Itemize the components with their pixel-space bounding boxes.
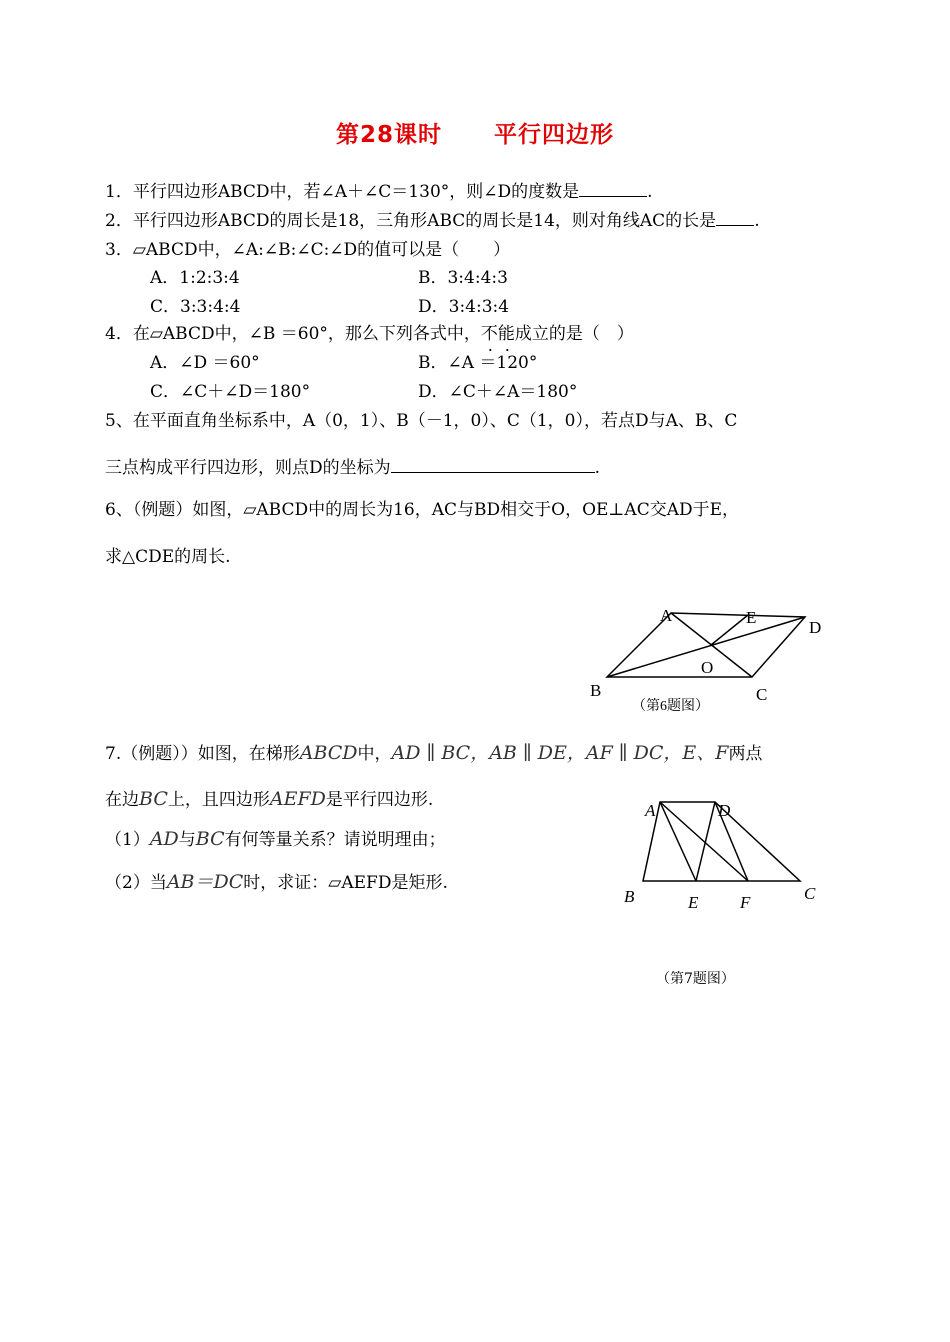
question-2-text: 2．平行四边形ABCD的周长是18，三角形ABC的周长是14，则对角线AC的长是	[105, 211, 717, 231]
question-7-line2: 在边BC上，且四边形AEFD是平行四边形.	[105, 788, 434, 810]
label-f: F	[740, 893, 751, 912]
emphasis-char: 不	[480, 324, 498, 344]
option-d: D．∠C＋∠A＝180°	[418, 382, 578, 402]
option-c: C．∠C＋∠D＝180°	[150, 382, 311, 402]
label-b: B	[624, 887, 635, 906]
q6-figure-caption: （第6题图）	[632, 699, 709, 714]
question-3-stem: 3．▱ABCD中，∠A:∠B:∠C:∠D的值可以是（ ）	[105, 240, 511, 260]
answer-blank	[391, 455, 595, 473]
label-d: D	[718, 801, 731, 820]
question-5-line2: 三点构成平行四边形，则点D的坐标为 .	[105, 453, 600, 478]
option-d: D．3:4:3:4	[418, 297, 510, 317]
option-b: B．∠A ＝120°	[418, 353, 538, 373]
question-7-part-2: （2）当AB＝DC时，求证：▱AEFD是矩形.	[105, 871, 448, 893]
question-6-line1: 6、（例题）如图，▱ABCD中的周长为16，AC与BD相交于O，OE⊥AC交AD于E，	[105, 500, 740, 520]
question-6-line2: 求△CDE的周长.	[105, 547, 231, 567]
label-c: C	[756, 685, 768, 704]
question-7-part-1: （1）AD与BC有何等量关系？请说明理由；	[105, 828, 446, 850]
option-c: C．3:3:4:4	[150, 297, 241, 317]
label-b: B	[590, 681, 602, 700]
answer-blank	[579, 179, 647, 197]
lesson-topic: 平行四边形	[494, 122, 614, 148]
question-4-stem: 4．在▱ABCD中，∠B ＝60°，那么下列各式中，不能成立的是（ ）	[105, 324, 634, 344]
label-o: O	[701, 658, 714, 677]
question-1: 1．平行四边形ABCD中，若∠A＋∠C＝130°，则∠D的度数是 .	[105, 177, 653, 202]
label-e: E	[746, 608, 757, 627]
answer-blank	[716, 208, 754, 226]
emphasis-char: 能	[497, 324, 515, 344]
segment-de	[696, 802, 715, 881]
label-e: E	[688, 893, 699, 912]
q6-parallelogram-figure	[580, 600, 840, 718]
label-a: A	[660, 606, 673, 625]
option-a: A．∠D ＝60°	[150, 353, 260, 373]
page-title	[0, 116, 950, 149]
segment-ae	[660, 802, 696, 881]
label-c: C	[804, 884, 816, 903]
question-2: 2．平行四边形ABCD的周长是18，三角形ABC的周长是14，则对角线AC的长是 .	[105, 206, 760, 231]
option-a: A．1:2:3:4	[150, 268, 240, 288]
question-5-line1: 5、在平面直角坐标系中，A（0，1）、B（－1，0）、C（1，0），若点D与A、B、C	[105, 411, 738, 431]
q7-trapezoid-figure	[610, 792, 830, 918]
segment-af	[660, 802, 748, 881]
lesson-number: 第28课时	[335, 122, 442, 148]
option-b: B．3:4:4:3	[418, 268, 508, 288]
question-1-text: 1．平行四边形ABCD中，若∠A＋∠C＝130°，则∠D的度数是	[105, 182, 580, 202]
label-a: A	[645, 801, 656, 820]
q7-figure-caption: （第7题图）	[656, 971, 735, 987]
label-d: D	[809, 618, 822, 637]
question-7-line1: 7.（例题））如图，在梯形ABCD中，AD ∥ BC，AB ∥ DE，AF ∥ DC，E、F两点	[105, 742, 763, 764]
